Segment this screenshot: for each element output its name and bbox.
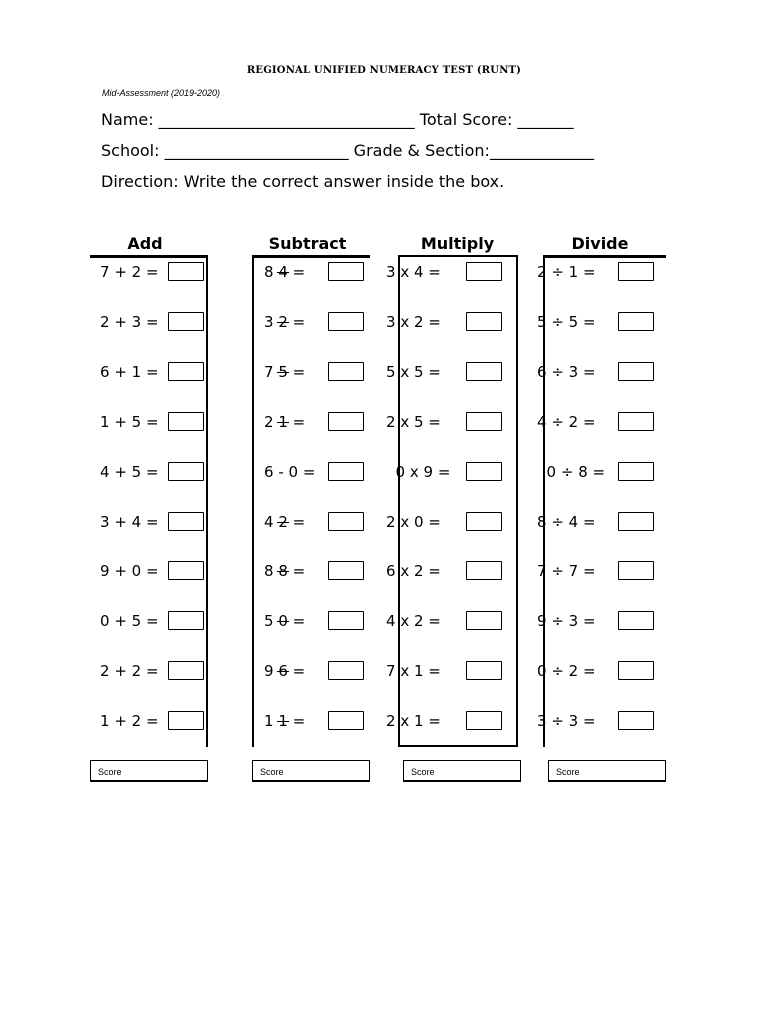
subtract-column-header: Subtract — [268, 234, 347, 253]
operand-a: 8 — [537, 513, 547, 531]
problem-text: 2 x 0 = — [386, 513, 441, 531]
operand-b: 5 — [413, 413, 424, 431]
subtract-problem-9 — [264, 661, 364, 683]
operand-b: 9 — [423, 463, 434, 481]
problem-text: 3 2 = — [264, 313, 306, 331]
operand-b: 5 — [131, 612, 142, 630]
problem-text: 9 ÷ 3 = — [537, 612, 596, 630]
answer-box[interactable] — [168, 611, 204, 630]
problem-text: 2 + 3 = — [100, 313, 159, 331]
operand-a: 8 — [264, 263, 274, 281]
answer-box[interactable] — [168, 362, 204, 381]
operand-b: 4 — [568, 513, 579, 531]
problem-text: 0 ÷ 2 = — [537, 662, 596, 680]
problem-text: 1 1 = — [264, 712, 306, 730]
answer-box[interactable] — [328, 711, 364, 730]
answer-box[interactable] — [466, 312, 502, 331]
problem-text: 8 4 = — [264, 263, 306, 281]
answer-box[interactable] — [466, 611, 502, 630]
operand-b: 2 — [413, 612, 424, 630]
score-label: Score — [411, 767, 435, 777]
subtract-problem-3 — [264, 362, 364, 384]
multiply-problem-10 — [386, 711, 502, 733]
operand-b: 0 — [278, 612, 288, 630]
problem-text: 4 x 2 = — [386, 612, 441, 630]
answer-box[interactable] — [618, 312, 654, 331]
operand-a: 5 — [264, 612, 274, 630]
subtract-problem-2 — [264, 312, 364, 334]
operand-b: 4 — [278, 263, 288, 281]
problem-text: 5 x 5 = — [386, 363, 441, 381]
operand-b: 2 — [568, 662, 579, 680]
answer-box[interactable] — [618, 362, 654, 381]
divide-problem-10 — [537, 711, 654, 733]
multiply-problem-6 — [386, 512, 502, 534]
operand-b: 2 — [278, 313, 288, 331]
problem-text: 0 + 5 = — [100, 612, 159, 630]
operand-a: 5 — [537, 313, 547, 331]
operand-a: 3 — [264, 313, 274, 331]
operand-a: 7 — [537, 562, 547, 580]
operand-b: 1 — [568, 263, 579, 281]
answer-box[interactable] — [618, 412, 654, 431]
problem-text: 8 ÷ 4 = — [537, 513, 596, 531]
answer-box[interactable] — [168, 412, 204, 431]
operand-a: 2 — [386, 413, 396, 431]
problem-text: 1 + 2 = — [100, 712, 159, 730]
subtract-problem-8 — [264, 611, 364, 633]
operand-a: 2 — [386, 513, 396, 531]
operand-a: 3 — [386, 313, 396, 331]
subtract-problem-7 — [264, 561, 364, 583]
add-problem-10 — [100, 711, 204, 733]
add-problem-9 — [100, 661, 204, 683]
problem-text: 7 ÷ 7 = — [537, 562, 596, 580]
operand-a: 5 — [386, 363, 396, 381]
name-total-score-line[interactable]: Name: ________________________________ Total Score: _______ — [101, 110, 574, 129]
problem-text: 3 + 4 = — [100, 513, 159, 531]
operand-a: 7 — [386, 662, 396, 680]
subtract-problem-5 — [264, 462, 364, 484]
operand-a: 9 — [537, 612, 547, 630]
operand-a: 2 — [386, 712, 396, 730]
answer-box[interactable] — [466, 262, 502, 281]
problem-text: 7 + 2 = — [100, 263, 159, 281]
operand-b: 4 — [413, 263, 424, 281]
problem-text: 4 2 = — [264, 513, 306, 531]
operand-b: 2 — [413, 313, 424, 331]
multiply-problem-7 — [386, 561, 502, 583]
add-column-header: Add — [127, 234, 163, 253]
add-problem-1 — [100, 262, 204, 284]
operand-b: 8 — [278, 562, 288, 580]
operand-a: 2 — [100, 313, 110, 331]
operand-a: 3 — [386, 263, 396, 281]
answer-box[interactable] — [328, 512, 364, 531]
operand-b: 2 — [131, 662, 142, 680]
answer-box[interactable] — [328, 561, 364, 580]
operand-a: 4 — [100, 463, 110, 481]
problem-text: 4 ÷ 2 = — [537, 413, 596, 431]
operand-b: 2 — [131, 263, 142, 281]
problem-text: 7 5 = — [264, 363, 306, 381]
operand-a: 1 — [264, 712, 274, 730]
problem-text: 6 + 1 = — [100, 363, 159, 381]
problem-text: 6 ÷ 3 = — [537, 363, 596, 381]
operand-b: 6 — [278, 662, 288, 680]
operand-b: 3 — [568, 712, 579, 730]
operand-a: 3 — [537, 712, 547, 730]
add-problem-3 — [100, 362, 204, 384]
multiply-column-header: Multiply — [420, 234, 495, 253]
answer-box[interactable] — [168, 561, 204, 580]
answer-box[interactable] — [328, 462, 364, 481]
add-problem-7 — [100, 561, 204, 583]
problem-text: 9 + 0 = — [100, 562, 159, 580]
divide-problem-7 — [537, 561, 654, 583]
operand-b: 2 — [278, 513, 288, 531]
operand-b: 1 — [413, 712, 424, 730]
multiply-score-box[interactable] — [403, 760, 521, 782]
operand-b: 1 — [278, 413, 288, 431]
school-grade-section-line[interactable]: School: _______________________ Grade & Section:_____________ — [101, 141, 594, 160]
answer-box[interactable] — [168, 711, 204, 730]
assessment-subtitle: Mid-Assessment (2019-2020) — [102, 88, 221, 98]
answer-box[interactable] — [618, 661, 654, 680]
answer-box[interactable] — [466, 412, 502, 431]
subtract-problem-1 — [264, 262, 364, 284]
problem-text: 2 x 1 = — [386, 712, 441, 730]
operand-a: 4 — [264, 513, 274, 531]
subtract-problem-10 — [264, 711, 364, 733]
operand-b: 0 — [131, 562, 142, 580]
answer-box[interactable] — [466, 711, 502, 730]
divide-problem-8 — [537, 611, 654, 633]
answer-box[interactable] — [618, 262, 654, 281]
operand-a: 2 — [100, 662, 110, 680]
operand-b: 4 — [131, 513, 142, 531]
operand-b: 5 — [568, 313, 579, 331]
subtract-problem-4 — [264, 412, 364, 434]
add-problem-2 — [100, 312, 204, 334]
operand-b: 5 — [278, 363, 288, 381]
multiply-problem-9 — [386, 661, 502, 683]
operand-b: 1 — [413, 662, 424, 680]
multiply-problem-8 — [386, 611, 502, 633]
operand-b: 7 — [568, 562, 579, 580]
multiply-problem-5 — [386, 462, 502, 484]
divide-problem-9 — [537, 661, 654, 683]
answer-box[interactable] — [466, 362, 502, 381]
operand-a: 6 — [100, 363, 110, 381]
operand-a: 6 — [386, 562, 396, 580]
operand-a: 2 — [264, 413, 274, 431]
multiply-problem-1 — [386, 262, 502, 284]
operand-a: 6 — [537, 363, 547, 381]
problem-text: 6 x 2 = — [386, 562, 441, 580]
problem-text: 3 x 2 = — [386, 313, 441, 331]
operand-a: 0 — [395, 463, 406, 481]
answer-box[interactable] — [168, 462, 204, 481]
problem-text: 3 ÷ 3 = — [537, 712, 596, 730]
problem-text: 9 6 = — [264, 662, 306, 680]
problem-text: 4 + 5 = — [100, 463, 159, 481]
problem-text: 6 - 0 = — [264, 463, 316, 481]
multiply-problem-4 — [386, 412, 502, 434]
problem-text: 2 1 = — [264, 413, 306, 431]
operand-b: 5 — [413, 363, 424, 381]
score-label: Score — [556, 767, 580, 777]
answer-box[interactable] — [618, 462, 654, 481]
operand-b: 1 — [278, 712, 288, 730]
operand-b: 5 — [131, 463, 142, 481]
subtract-problem-6 — [264, 512, 364, 534]
operand-a: 9 — [264, 662, 274, 680]
divide-problem-1 — [537, 262, 654, 284]
operand-a: 7 — [264, 363, 274, 381]
answer-box[interactable] — [618, 711, 654, 730]
problem-text: 7 x 1 = — [386, 662, 441, 680]
answer-box[interactable] — [168, 262, 204, 281]
operand-b: 0 — [288, 463, 299, 481]
operand-b: 3 — [568, 363, 579, 381]
operand-b: 2 — [568, 413, 579, 431]
answer-box[interactable] — [618, 512, 654, 531]
answer-box[interactable] — [328, 412, 364, 431]
answer-box[interactable] — [168, 312, 204, 331]
answer-box[interactable] — [328, 262, 364, 281]
score-label: Score — [98, 767, 122, 777]
divide-problem-4 — [537, 412, 654, 434]
operand-a: 6 — [264, 463, 274, 481]
problem-text: 8 8 = — [264, 562, 306, 580]
operand-b: 8 — [578, 463, 588, 481]
subtract-score-box[interactable] — [252, 760, 370, 782]
add-problem-6 — [100, 512, 204, 534]
answer-box[interactable] — [466, 561, 502, 580]
answer-box[interactable] — [328, 312, 364, 331]
answer-box[interactable] — [618, 561, 654, 580]
operand-a: 4 — [537, 413, 547, 431]
operand-b: 3 — [131, 313, 142, 331]
add-problem-5 — [100, 462, 204, 484]
problem-text: 2 x 5 = — [386, 413, 441, 431]
multiply-problem-3 — [386, 362, 502, 384]
problem-text: 3 x 4 = — [386, 263, 441, 281]
add-score-box[interactable] — [90, 760, 208, 782]
operand-b: 1 — [131, 363, 142, 381]
operand-b: 5 — [131, 413, 142, 431]
operand-a: 4 — [386, 612, 396, 630]
answer-box[interactable] — [168, 512, 204, 531]
answer-box[interactable] — [466, 462, 502, 481]
divide-score-box[interactable] — [548, 760, 666, 782]
answer-box[interactable] — [466, 512, 502, 531]
operand-a: 1 — [100, 413, 110, 431]
operand-a: 0 — [546, 463, 557, 481]
test-title: REGIONAL UNIFIED NUMERACY TEST (RUNT) — [246, 65, 522, 76]
direction-text: Direction: Write the correct answer inside the box. — [101, 172, 505, 191]
operand-a: 3 — [100, 513, 110, 531]
divide-column-header: Divide — [571, 234, 629, 253]
operand-b: 0 — [413, 513, 424, 531]
operand-b: 3 — [568, 612, 579, 630]
add-problem-8 — [100, 611, 204, 633]
operand-a: 1 — [100, 712, 110, 730]
answer-box[interactable] — [168, 661, 204, 680]
problem-text: 0 ÷ 8 = — [546, 463, 606, 481]
problem-text: 1 + 5 = — [100, 413, 159, 431]
divide-problem-3 — [537, 362, 654, 384]
operand-a: 2 — [537, 263, 547, 281]
operand-a: 9 — [100, 562, 110, 580]
problem-text: 0 x 9 = — [395, 463, 451, 481]
answer-box[interactable] — [618, 611, 654, 630]
operand-a: 8 — [264, 562, 274, 580]
problem-text: 5 0 = — [264, 612, 306, 630]
problem-text: 2 + 2 = — [100, 662, 159, 680]
operand-a: 0 — [100, 612, 110, 630]
score-label: Score — [260, 767, 284, 777]
problem-text: 5 ÷ 5 = — [537, 313, 596, 331]
multiply-problem-2 — [386, 312, 502, 334]
divide-problem-2 — [537, 312, 654, 334]
add-problem-4 — [100, 412, 204, 434]
operand-b: 2 — [413, 562, 424, 580]
divide-problem-6 — [537, 512, 654, 534]
problem-text: 2 ÷ 1 = — [537, 263, 596, 281]
operand-a: 7 — [100, 263, 110, 281]
operand-b: 2 — [131, 712, 142, 730]
answer-box[interactable] — [328, 362, 364, 381]
answer-box[interactable] — [328, 661, 364, 680]
answer-box[interactable] — [466, 661, 502, 680]
divide-problem-5 — [537, 462, 654, 484]
operand-a: 0 — [537, 662, 547, 680]
answer-box[interactable] — [328, 611, 364, 630]
